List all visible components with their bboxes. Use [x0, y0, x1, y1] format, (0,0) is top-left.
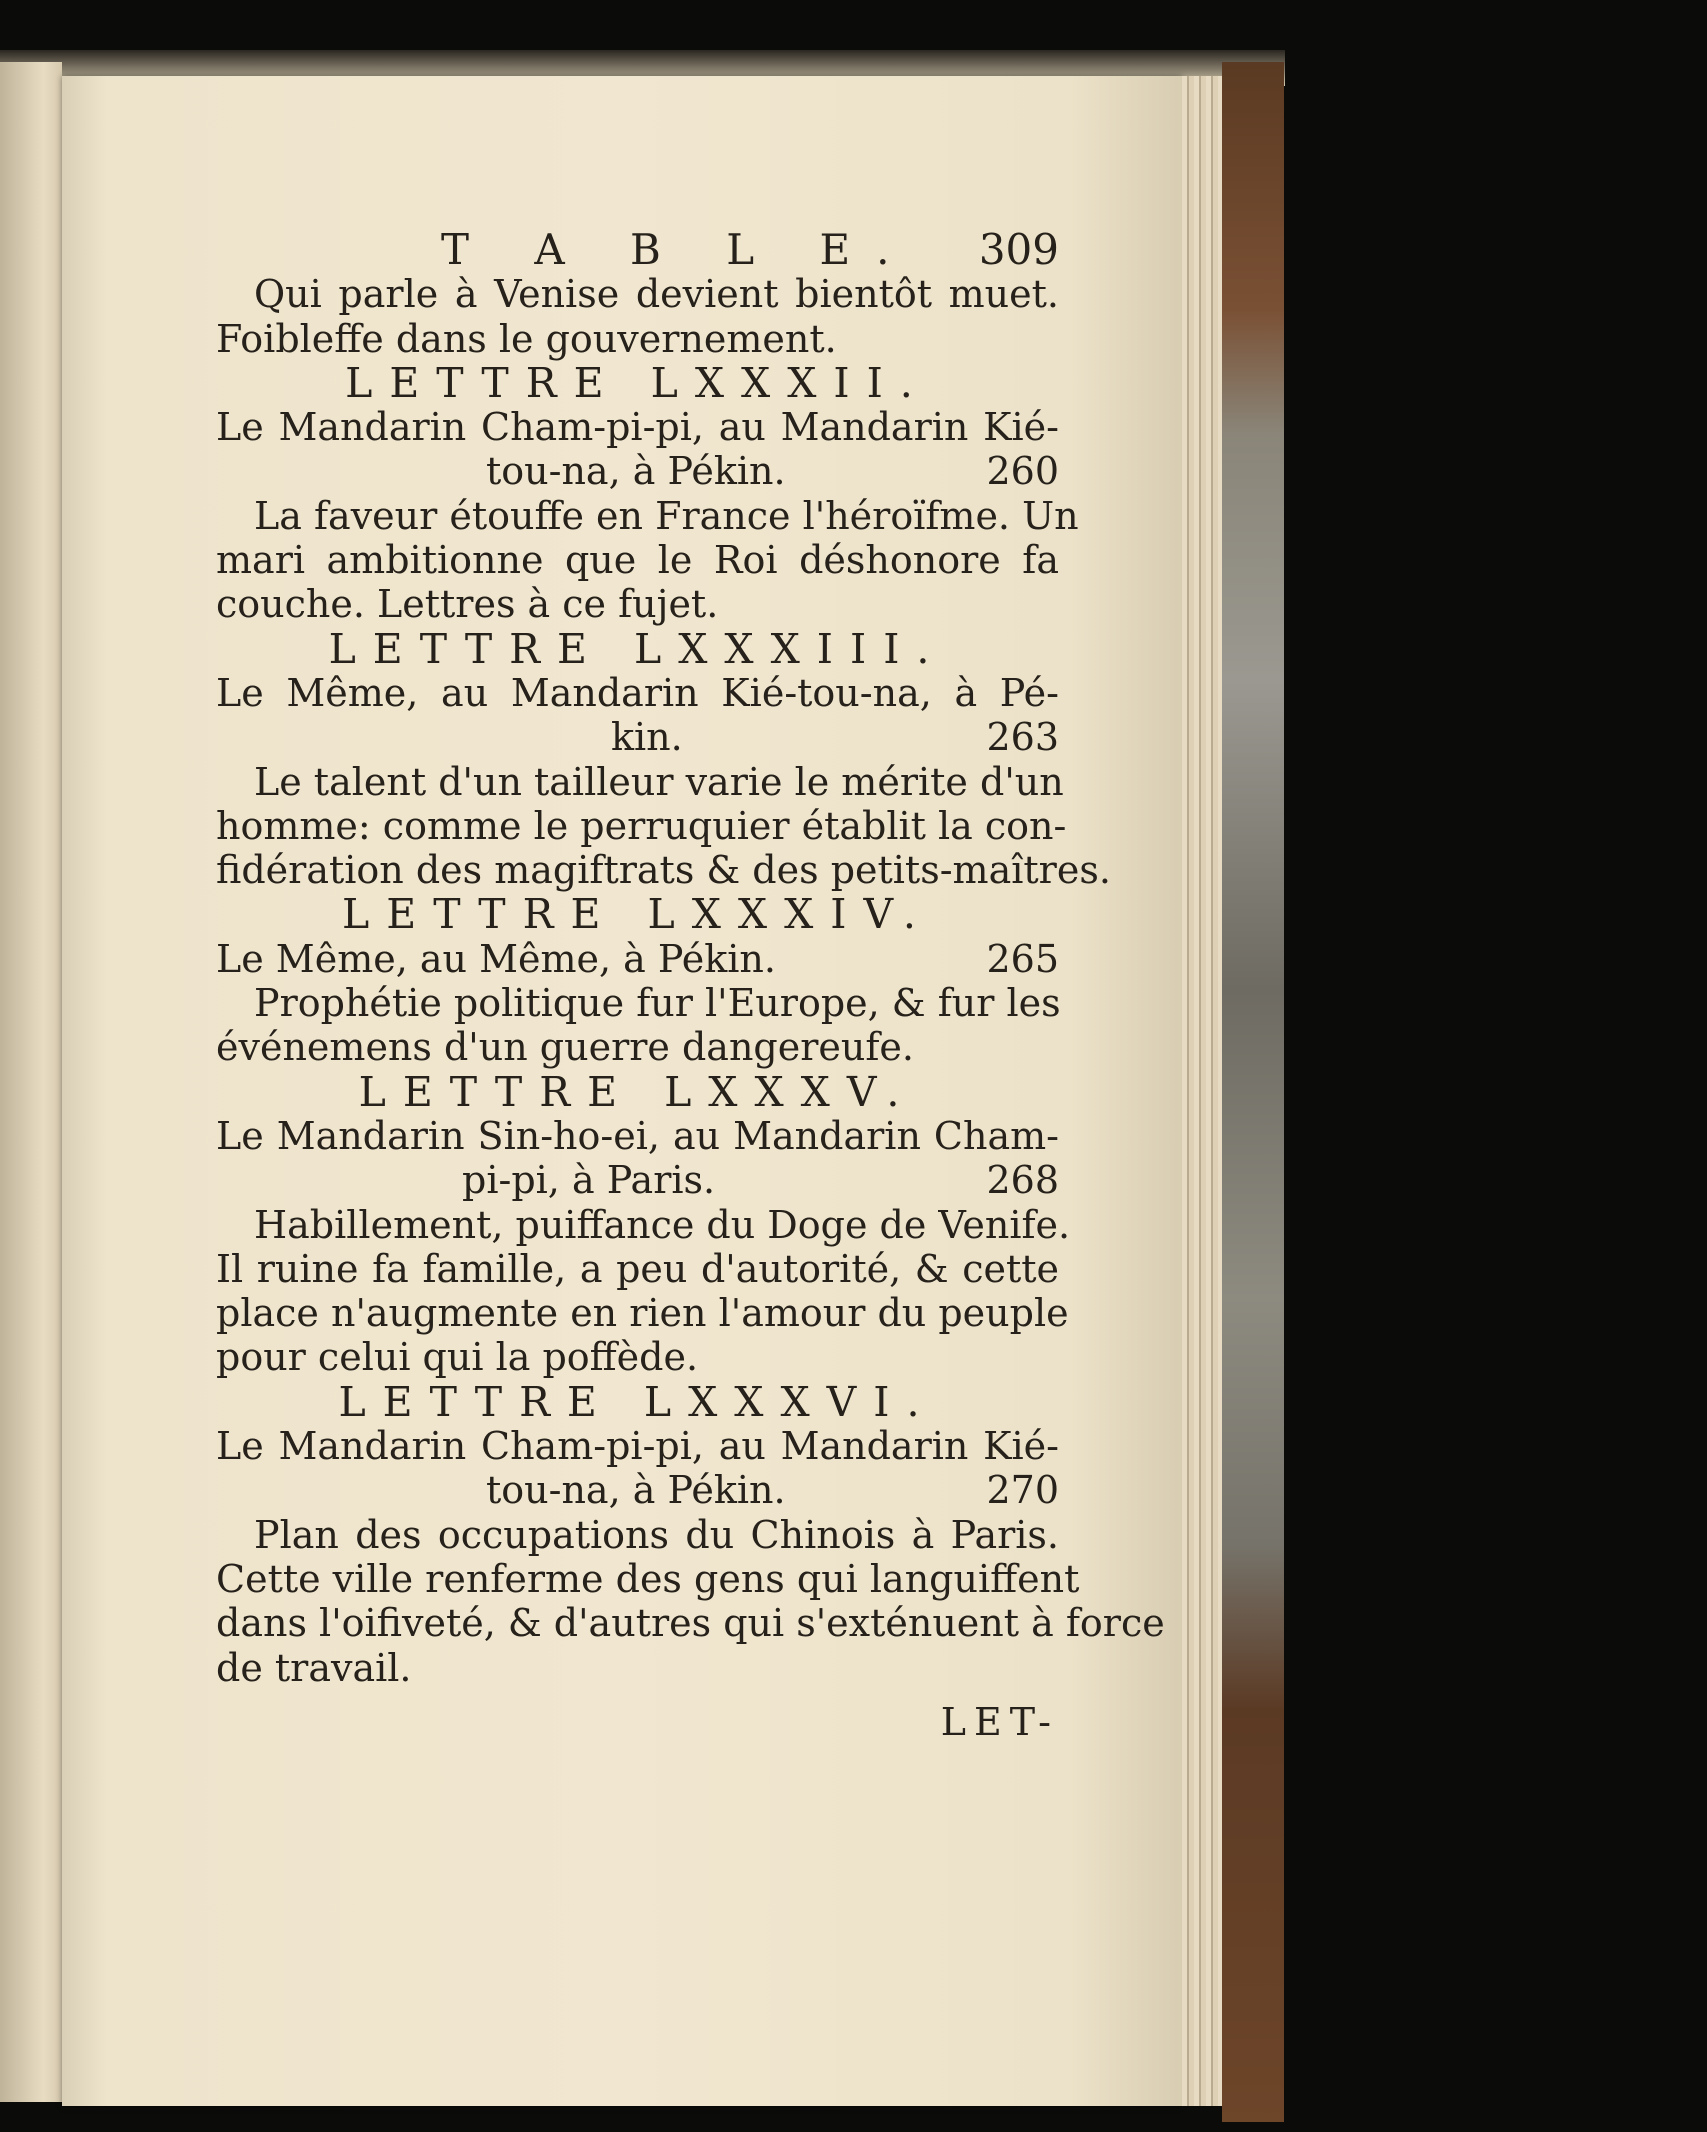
summary-line: Foibleffe dans le gouvernement. [216, 316, 837, 361]
letter-entry [216, 624, 1111, 893]
page-number: 309 [978, 225, 1059, 274]
summary-line: Il ruine fa famille, a peu d'autorité, & cette [216, 1246, 1059, 1291]
letter-heading: LETTRE LXXXIV. [342, 890, 933, 939]
entry-page: 265 [986, 936, 1059, 981]
entry-line: Le Même, au Mandarin Kié-tou-na, à Pé- [216, 670, 1059, 715]
catchword: LET- [940, 1699, 1059, 1744]
summary-line: dans l'oifiveté, & d'autres qui s'exténuent à force [216, 1601, 1165, 1646]
facing-page-edge [0, 62, 62, 2102]
entry-page: 268 [986, 1158, 1059, 1203]
entry-place: kin. [611, 715, 683, 760]
letter-entry [216, 1377, 1165, 1690]
running-header [216, 225, 1059, 274]
entry-place: pi-pi, à Paris. [462, 1158, 716, 1203]
page-text [216, 225, 1165, 1744]
summary-line: fidération des magiftrats & des petits-maîtres. [216, 848, 1111, 893]
entry-page: 263 [986, 715, 1059, 760]
letter-entry [216, 358, 1079, 627]
marbled-cover [1222, 62, 1284, 2122]
header-title: T A B L E. [441, 225, 916, 274]
summary-line: Prophétie politique fur l'Europe, & fur les [254, 981, 1061, 1026]
letter-heading: LETTRE LXXXIII. [328, 624, 947, 673]
letter-entry [216, 892, 1059, 1069]
summary-line: Plan des occupations du Chinois à Paris. [254, 1512, 1059, 1557]
page-edges [1182, 76, 1222, 2106]
letter-heading: LETTRE LXXXV. [358, 1067, 917, 1116]
continued-summary [216, 272, 1059, 361]
summary-line: de travail. [216, 1645, 412, 1690]
entry-place: tou-na, à Pékin. [486, 449, 786, 494]
summary-line: mari ambitionne que le Roi déshonore fa [216, 538, 1059, 583]
summary-line: La faveur étouffe en France l'héroïfme. Un [254, 493, 1079, 538]
entry-line: Le Mandarin Cham-pi-pi, au Mandarin Kié- [216, 1424, 1059, 1469]
summary-line: Le talent d'un tailleur varie le mérite d'un [254, 759, 1064, 804]
summary-line: événemens d'un guerre dangereufe. [216, 1025, 914, 1070]
entry-place-line [216, 715, 1059, 759]
entry-place-line [216, 937, 1059, 981]
entry-place-line [216, 1158, 1059, 1202]
summary-line: pour celui qui la poffède. [216, 1335, 699, 1380]
summary-line: Qui parle à Venise devient bientôt muet. [254, 272, 1059, 317]
entry-page: 260 [986, 449, 1059, 494]
letter-heading: LETTRE LXXXVI. [338, 1377, 937, 1426]
entry-page: 270 [986, 1468, 1059, 1513]
entry-place: tou-na, à Pékin. [486, 1468, 786, 1513]
summary-line: Cette ville renferme des gens qui languiffent [216, 1556, 1080, 1601]
summary-line: couche. Lettres à ce fujet. [216, 582, 719, 627]
entry-line: Le Mandarin Sin-ho-ei, au Mandarin Cham- [216, 1113, 1059, 1158]
summary-line: place n'augmente en rien l'amour du peuple [216, 1291, 1069, 1336]
letter-entry [216, 1067, 1071, 1380]
entry-place-line [216, 1468, 1059, 1512]
summary-line: Habillement, puiffance du Doge de Venife. [254, 1202, 1071, 1247]
entry-place-line [216, 449, 1059, 493]
entry-place: Le Même, au Même, à Pékin. [216, 936, 776, 981]
summary-line: homme: comme le perruquier établit la con- [216, 803, 1067, 848]
letter-heading: LETTRE LXXXII. [345, 358, 930, 407]
entry-line: Le Mandarin Cham-pi-pi, au Mandarin Kié- [216, 405, 1059, 450]
